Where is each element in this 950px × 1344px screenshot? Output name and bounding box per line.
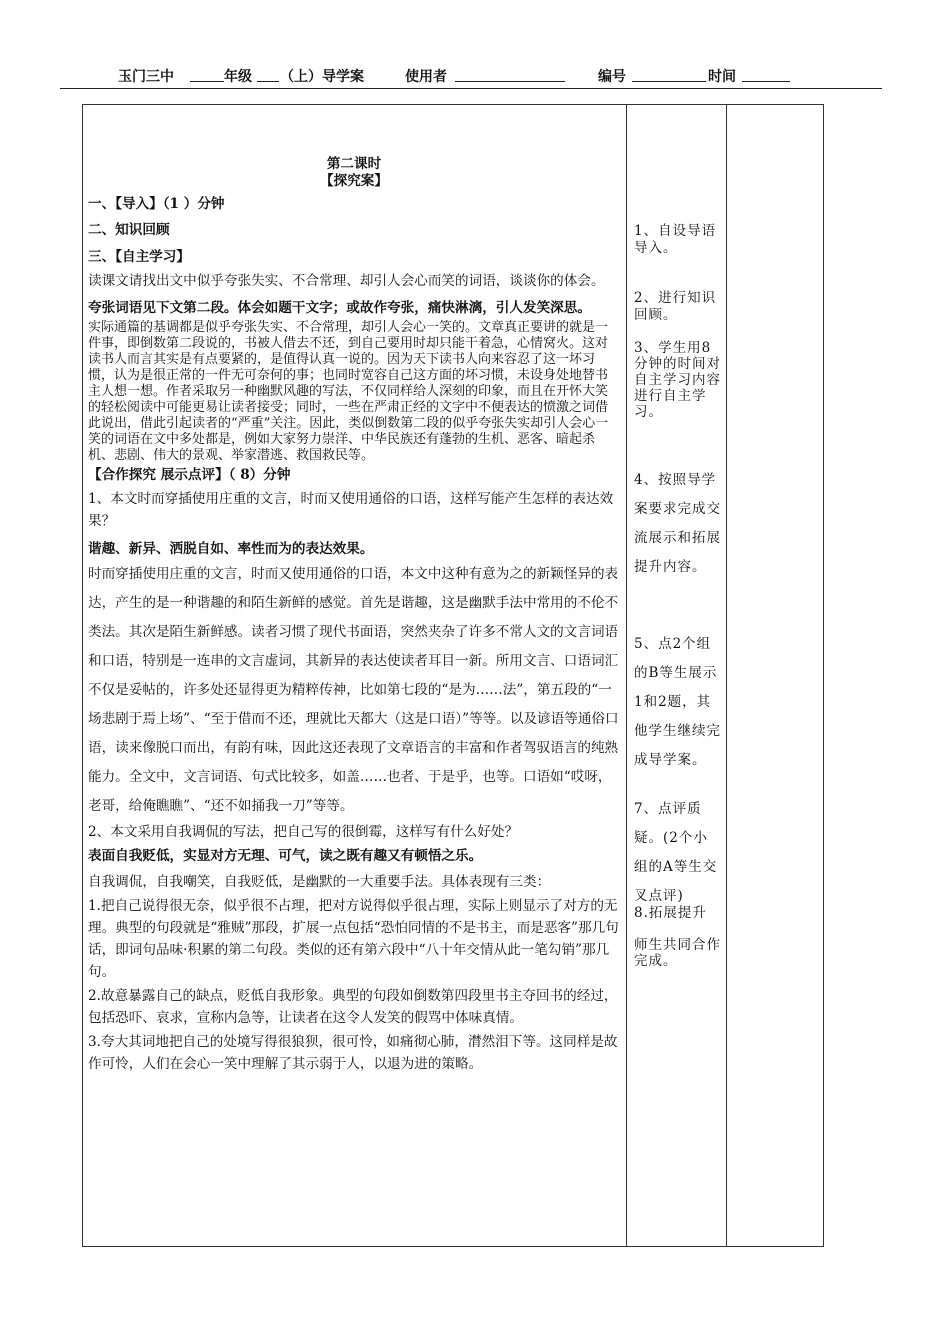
main-content bbox=[88, 156, 620, 1075]
header-user: 使用者 bbox=[405, 69, 447, 85]
side-note-4: 4、按照导学案要求完成交流展示和拓展提升内容。 bbox=[634, 472, 721, 575]
answer-1-text: 时而穿插使用庄重的文言，时而又使用通俗的口语，本文中这种有意为之的新颖怪异的表达，产生的是一种谐趣的和陌生新鲜的感觉。首先是谐趣，这是幽默手法中常用的不伦不类法。其次是陌生新鲜感。读者习惯了现代书面语，突然夹杂了许多不常人文的文言词语和口语，特别是一连串的文言虚词，其新异的表达使读者耳目一新。所用文言、口语词汇不仅是妥帖的，许多处还显得更为精粹传神，比如第七段的“是为……法”，第五段的“一场悲剧于焉上场”、“至于借而不还，理就比天都大（这是口语）”等等。以及谚语等通俗口语，读来像脱口而出，有韵有味，因此这还表现了文章语言的丰富和作者驾驭语言的纯熟能力。全文中，文言词语、句式比较多，如盖……也者、于是乎，也等。口语如“哎呀，老哥，给俺瞧瞧”、“还不如捅我一刀”等等。 bbox=[88, 566, 619, 814]
column-divider-1 bbox=[626, 105, 627, 1246]
section-title: 【探究案】 bbox=[320, 173, 388, 189]
answer-0-text: 实际通篇的基调都是似乎夸张失实、不合常理，却引人会心一笑的。文章真正要讲的就是一件事，即倒数第二段说的，书被人借去不还，到自己要用时却只能干着急，心情窝火。这对读书人而言其实是有点要紧的，是值得认真一说的。因为天下读书人向来容忍了这一坏习惯，认为是很正常的一件无可奈何的事；也同时宽容自己这方面的坏习惯，未设身处地替书主人想一想。作者采取另一种幽默风趣的写法，不仅同样给人深刻的印象，而且在开怀大笑的轻松阅读中可能更易让读者接受；同时，一些在严肃正经的文字中不便表达的愤激之词借此说出，借此引起读者的“严重”关注。因此，类似倒数第二段的似乎夸张失实却引人会心一笑的词语在文中多处都是，例如大家努力崇洋、中华民族还有蓬勃的生机、恶客、暗起杀机、悲剧、伟大的景观、举家潜逃、救国救民等。 bbox=[88, 320, 609, 463]
header-time: 时间 bbox=[708, 69, 736, 85]
header-blank-2 bbox=[257, 67, 279, 82]
question-1: 1、本文时而穿插使用庄重的文言，时而又使用通俗的口语，这样写能产生怎样的表达效果？ bbox=[88, 491, 614, 529]
header-school: 玉门三中 bbox=[118, 69, 174, 85]
lesson-title: 第二课时 bbox=[326, 156, 382, 172]
side-note-2: 2、进行知识回顾。 bbox=[634, 290, 717, 323]
answer-2-point-2: 2.故意暴露自己的缺点，贬低自我形象。典型的句段如倒数第四段里书主夺回书的经过，包括恐吓、哀求，宣称内急等，让读者在这令人发笑的假骂中体味真情。 bbox=[88, 988, 618, 1026]
answer-2-summary: 表面自我贬低，实显对方无理、可气，读之既有趣又有顿悟之乐。 bbox=[88, 848, 483, 864]
header-grade: 年级 bbox=[224, 69, 252, 85]
answer-2-point-1: 1.把自己说得很无奈，似乎很不占理，把对方说得似乎很占理，实际上则显示了对方的无理。典型的句段就是“雅贼”那段，扩展一点包括“恐怕同情的不是书主，而是恶客”那几句话，即词句品味·积累的第二句段。类似的还有第六段中“八十年交情从此一笔勾销”那几句。 bbox=[88, 898, 619, 980]
question-2: 2、本文采用自我调侃的写法，把自己写的很倒霉，这样写有什么好处？ bbox=[88, 824, 519, 840]
answer-2-point-3: 3.夸大其词地把自己的处境写得很狼狈，很可怜，如痛彻心肺，潸然泪下等。这同样是故作可怜，人们在会心一笑中理解了其示弱于人，以退为进的策略。 bbox=[88, 1034, 618, 1072]
header-term: （上）导学案 bbox=[280, 69, 364, 85]
column-divider-2 bbox=[726, 105, 727, 1246]
answer-0-summary: 夸张词语见下文第二段。体会如题干文字；或故作夸张，痛快淋漓，引人发笑深思。 bbox=[88, 300, 591, 316]
question-0: 读课文请找出文中似乎夸张失实、不合常理、却引人会心而笑的词语，谈谈你的体会。 bbox=[88, 273, 605, 289]
header-number: 编号 bbox=[598, 69, 626, 85]
side-note-7: 7、点评质疑。(2个小组的A等生交叉点评) bbox=[634, 801, 718, 904]
selfstudy-heading: 三、【自主学习】 bbox=[88, 249, 190, 265]
answer-1-summary: 谐趣、新异、洒脱自如、率性而为的表达效果。 bbox=[88, 541, 374, 557]
header-blank-user bbox=[455, 67, 565, 82]
side-note-8b: 师生共同合作完成。 bbox=[634, 937, 721, 969]
review-heading: 二、知识回顾 bbox=[88, 222, 170, 238]
side-note-5: 5、点2个组的B等生展示1和2题，其他学生继续完成导学案。 bbox=[634, 636, 721, 768]
header-blank-number bbox=[632, 67, 706, 82]
side-note-1: 1、自设导语导入。 bbox=[634, 223, 717, 256]
side-note-8: 8.拓展提升 bbox=[634, 905, 707, 921]
header-blank-time bbox=[742, 67, 790, 82]
answer-2-intro: 自我调侃，自我嘲笑，自我贬低，是幽默的一大重要手法。具体表现有三类： bbox=[88, 874, 551, 890]
intro-heading: 一、【导入】（1 ）分钟 bbox=[88, 196, 225, 212]
header-blank-1 bbox=[190, 67, 224, 82]
page-header bbox=[60, 60, 882, 89]
side-note-3: 3、学生用8分钟的时间对自主学习内容进行自主学习。 bbox=[634, 340, 721, 420]
coop-heading: 【合作探究 展示点评】（ 8）分钟 bbox=[88, 467, 291, 483]
